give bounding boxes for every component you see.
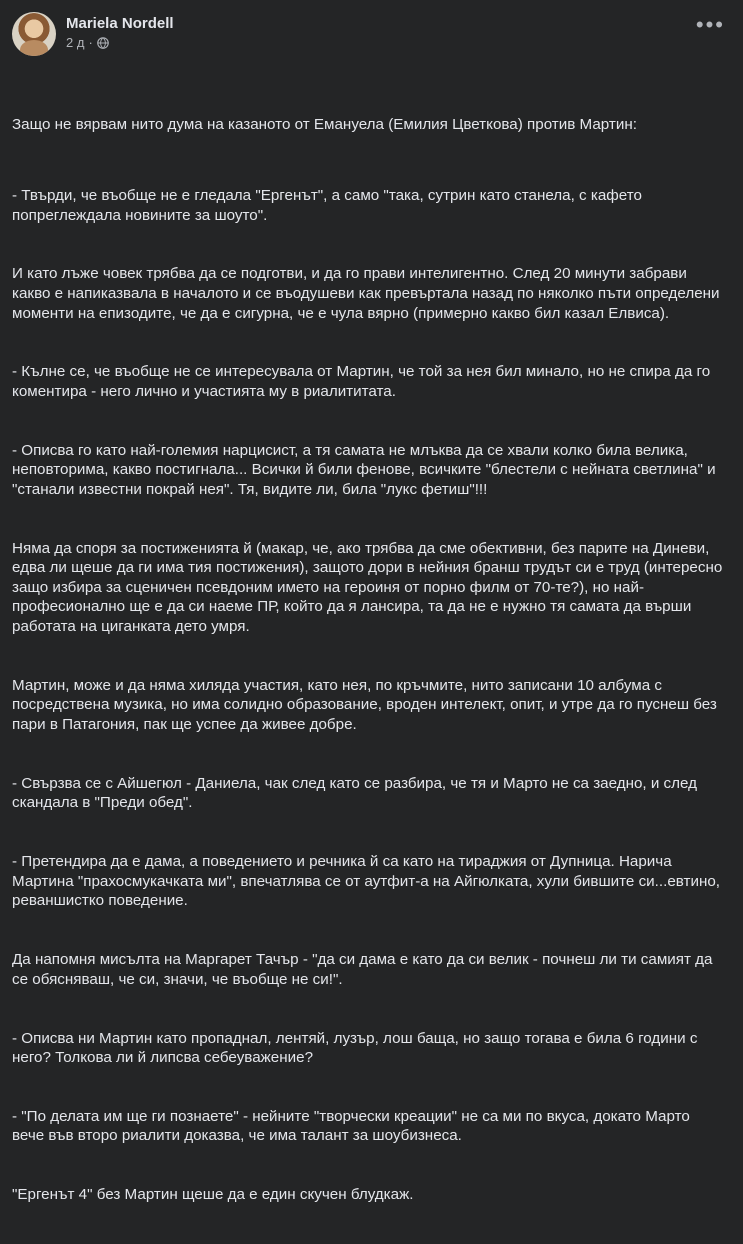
- post-meta: [66, 12, 174, 52]
- more-options-icon[interactable]: •••: [695, 12, 725, 37]
- post-intro: Защо не вярвам нито дума на казаното от Емануела (Емилия Цветкова) против Мартин:: [12, 116, 637, 134]
- post-paragraph-3: - Кълне се, че въобще не се интересувала от Мартин, че той за нея бил минало, но не спира да го коментира - него лично и участията му в риалититата.: [12, 363, 715, 400]
- post-paragraph-11: - "По делата им ще ги познаете" - нейните "творчески креации" не са ми по вкуса, докато Марто вече във второ риалити доказва, че има талант за шоубизнеса.: [12, 1107, 695, 1145]
- separator-dot: ·: [88, 35, 93, 50]
- post-paragraph-5: Няма да споря за постиженията й (макар, че, ако трябва да сме обективни, без парите на Диневи, едва ли щеше да ги има тия постижения), защото дори в нейния бранш трудът си е труд (интересно защо избира за сценичен псевдоним името на героиня от порно филм от 70-те?), но най-професионално ще е да си наеме ПР, който да я лансира, та да не е нужно тя самата да върши работата на циганката дето умря.: [12, 539, 727, 636]
- post-paragraph-1: - Твърди, че въобще не е гледала "Ергенът", а само "така, сутрин като станела, с кафето попреглеждала новините за шоуто".: [12, 186, 647, 224]
- post-paragraph-2: И като лъже човек трябва да се подготви, и да го прави интелигентно. След 20 минути забрави какво е напиказвала в началото и се въодушеви как превъртала назад по няколко пъти определени моменти на епизодите, че да е сигурна, че е чула вярно (примерно какво бил казал Елвиса).: [12, 265, 724, 322]
- author-avatar[interactable]: [12, 12, 56, 56]
- post-time[interactable]: 2 д: [66, 35, 85, 50]
- post-paragraph-9: Да напомня мисълта на Маргарет Тачър - "да си дама е като да си велик - почнеш ли ти самият да се обясняваш, че си, значи, че въобще не си!".: [12, 951, 717, 988]
- post-body: [12, 76, 727, 1244]
- post-paragraph-7: - Свързва се с Айшегюл - Даниела, чак след като се разбира, че тя и Марто не са заедно, и след скандала в "Преди обед".: [12, 774, 702, 812]
- post-paragraph-12: "Ергенът 4" без Мартин щеше да е един скучен блудкаж.: [12, 1186, 414, 1204]
- post-header: [12, 12, 727, 60]
- author-name[interactable]: Mariela Nordell: [66, 15, 174, 32]
- post-paragraph-4: - Описва го като най-големия нарцисист, а тя самата не млъква да се хвали колко била велика, неповторима, какво постигнала... Всички й били фенове, всичките "блестели с нейната светлина" и "станали известни покрай нея". Тя, видите ли, била "лукс фетиш"!!!: [12, 441, 720, 498]
- globe-icon[interactable]: [97, 37, 109, 49]
- post-paragraph-10: - Описва ни Мартин като пропаднал, лентяй, лузър, лош баща, но защо тогава е била 6 години с него? Толкова ли й липсва себеуважение?: [12, 1029, 702, 1067]
- post-paragraph-8: - Претендира да е дама, а поведението и речника й са като на тираджия от Дупница. Нарича Мартина "прахосмукачката ми", впечатлява се от аутфит-а на Айгюлката, хули бившите си...евтино, реваншистко поведение.: [12, 853, 725, 910]
- post-paragraph-6: Мартин, може и да няма хиляда участия, като нея, по кръчмите, нито записани 10 албума с посредствена музика, но има солидно образование, вроден интелект, опит, и утре да го пуснеш без пари в Патагония, пак ще успее да живее добре.: [12, 676, 722, 733]
- post-subline: [66, 34, 174, 52]
